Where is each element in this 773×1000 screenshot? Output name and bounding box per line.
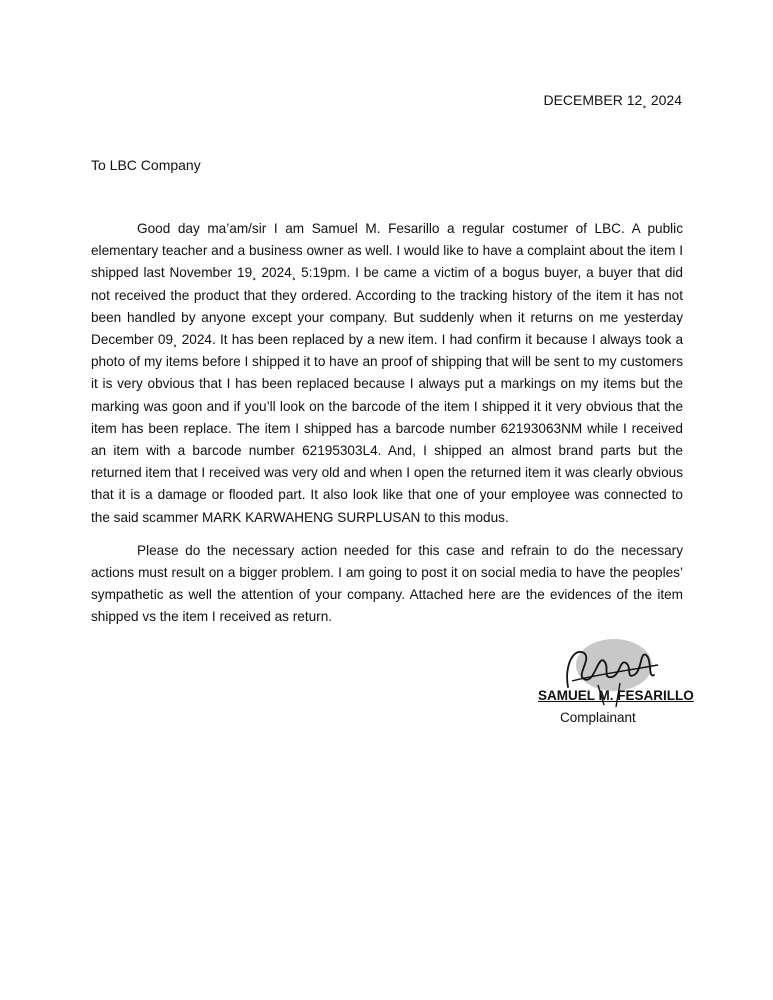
body-paragraph-2: Please do the necessary action needed for this case and refrain to do the necessary actions must result on a bigger problem. I am going to post it on social media to have the peoples’ sympathetic as well the attention of your company. Attached here are the evidences of the item shipped vs the item I received as return. xyxy=(91,542,683,625)
handwritten-signature-icon xyxy=(554,635,664,715)
letter-body xyxy=(91,218,683,640)
salutation: To LBC Company xyxy=(91,157,201,173)
signature-block xyxy=(530,635,694,735)
signer-role: Complainant xyxy=(560,710,636,725)
letter-date: DECEMBER 12¸ 2024 xyxy=(543,92,682,108)
body-paragraph-1: Good day ma’am/sir I am Samuel M. Fesarillo a regular costumer of LBC. A public elementary teacher and a business owner as well. I would like to have a complaint about the item I shipped last November 19¸ 2024¸ 5:19pm. I be came a victim of a bogus buyer, a buyer that did not received the product that they ordered. According to the tracking history of the item it has not been handled by anyone except your company. But suddenly when it returns on me yesterday December 09¸ 2024. It has been replaced by a new item. I had confirm it because I always took a photo of my items before I shipped it to have an proof of shipping that will be sent to my customers it is very obvious that I has been replaced because I always put a markings on my items but the marking was goon and if you’ll look on the barcode of the item I shipped it it very obvious that the item has been replace. The item I shipped has a barcode number 62193063NM while I received an item with a barcode number 62195303L4. And, I shipped an almost brand parts but the returned item that I received was very old and when I open the returned item it was clearly obvious that it is a damage or flooded part. It also look like that one of your employee was connected to the said scammer MARK KARWAHENG SURPLUSAN to this modus. xyxy=(91,221,683,525)
signer-name: SAMUEL M. FESARILLO xyxy=(538,688,694,703)
